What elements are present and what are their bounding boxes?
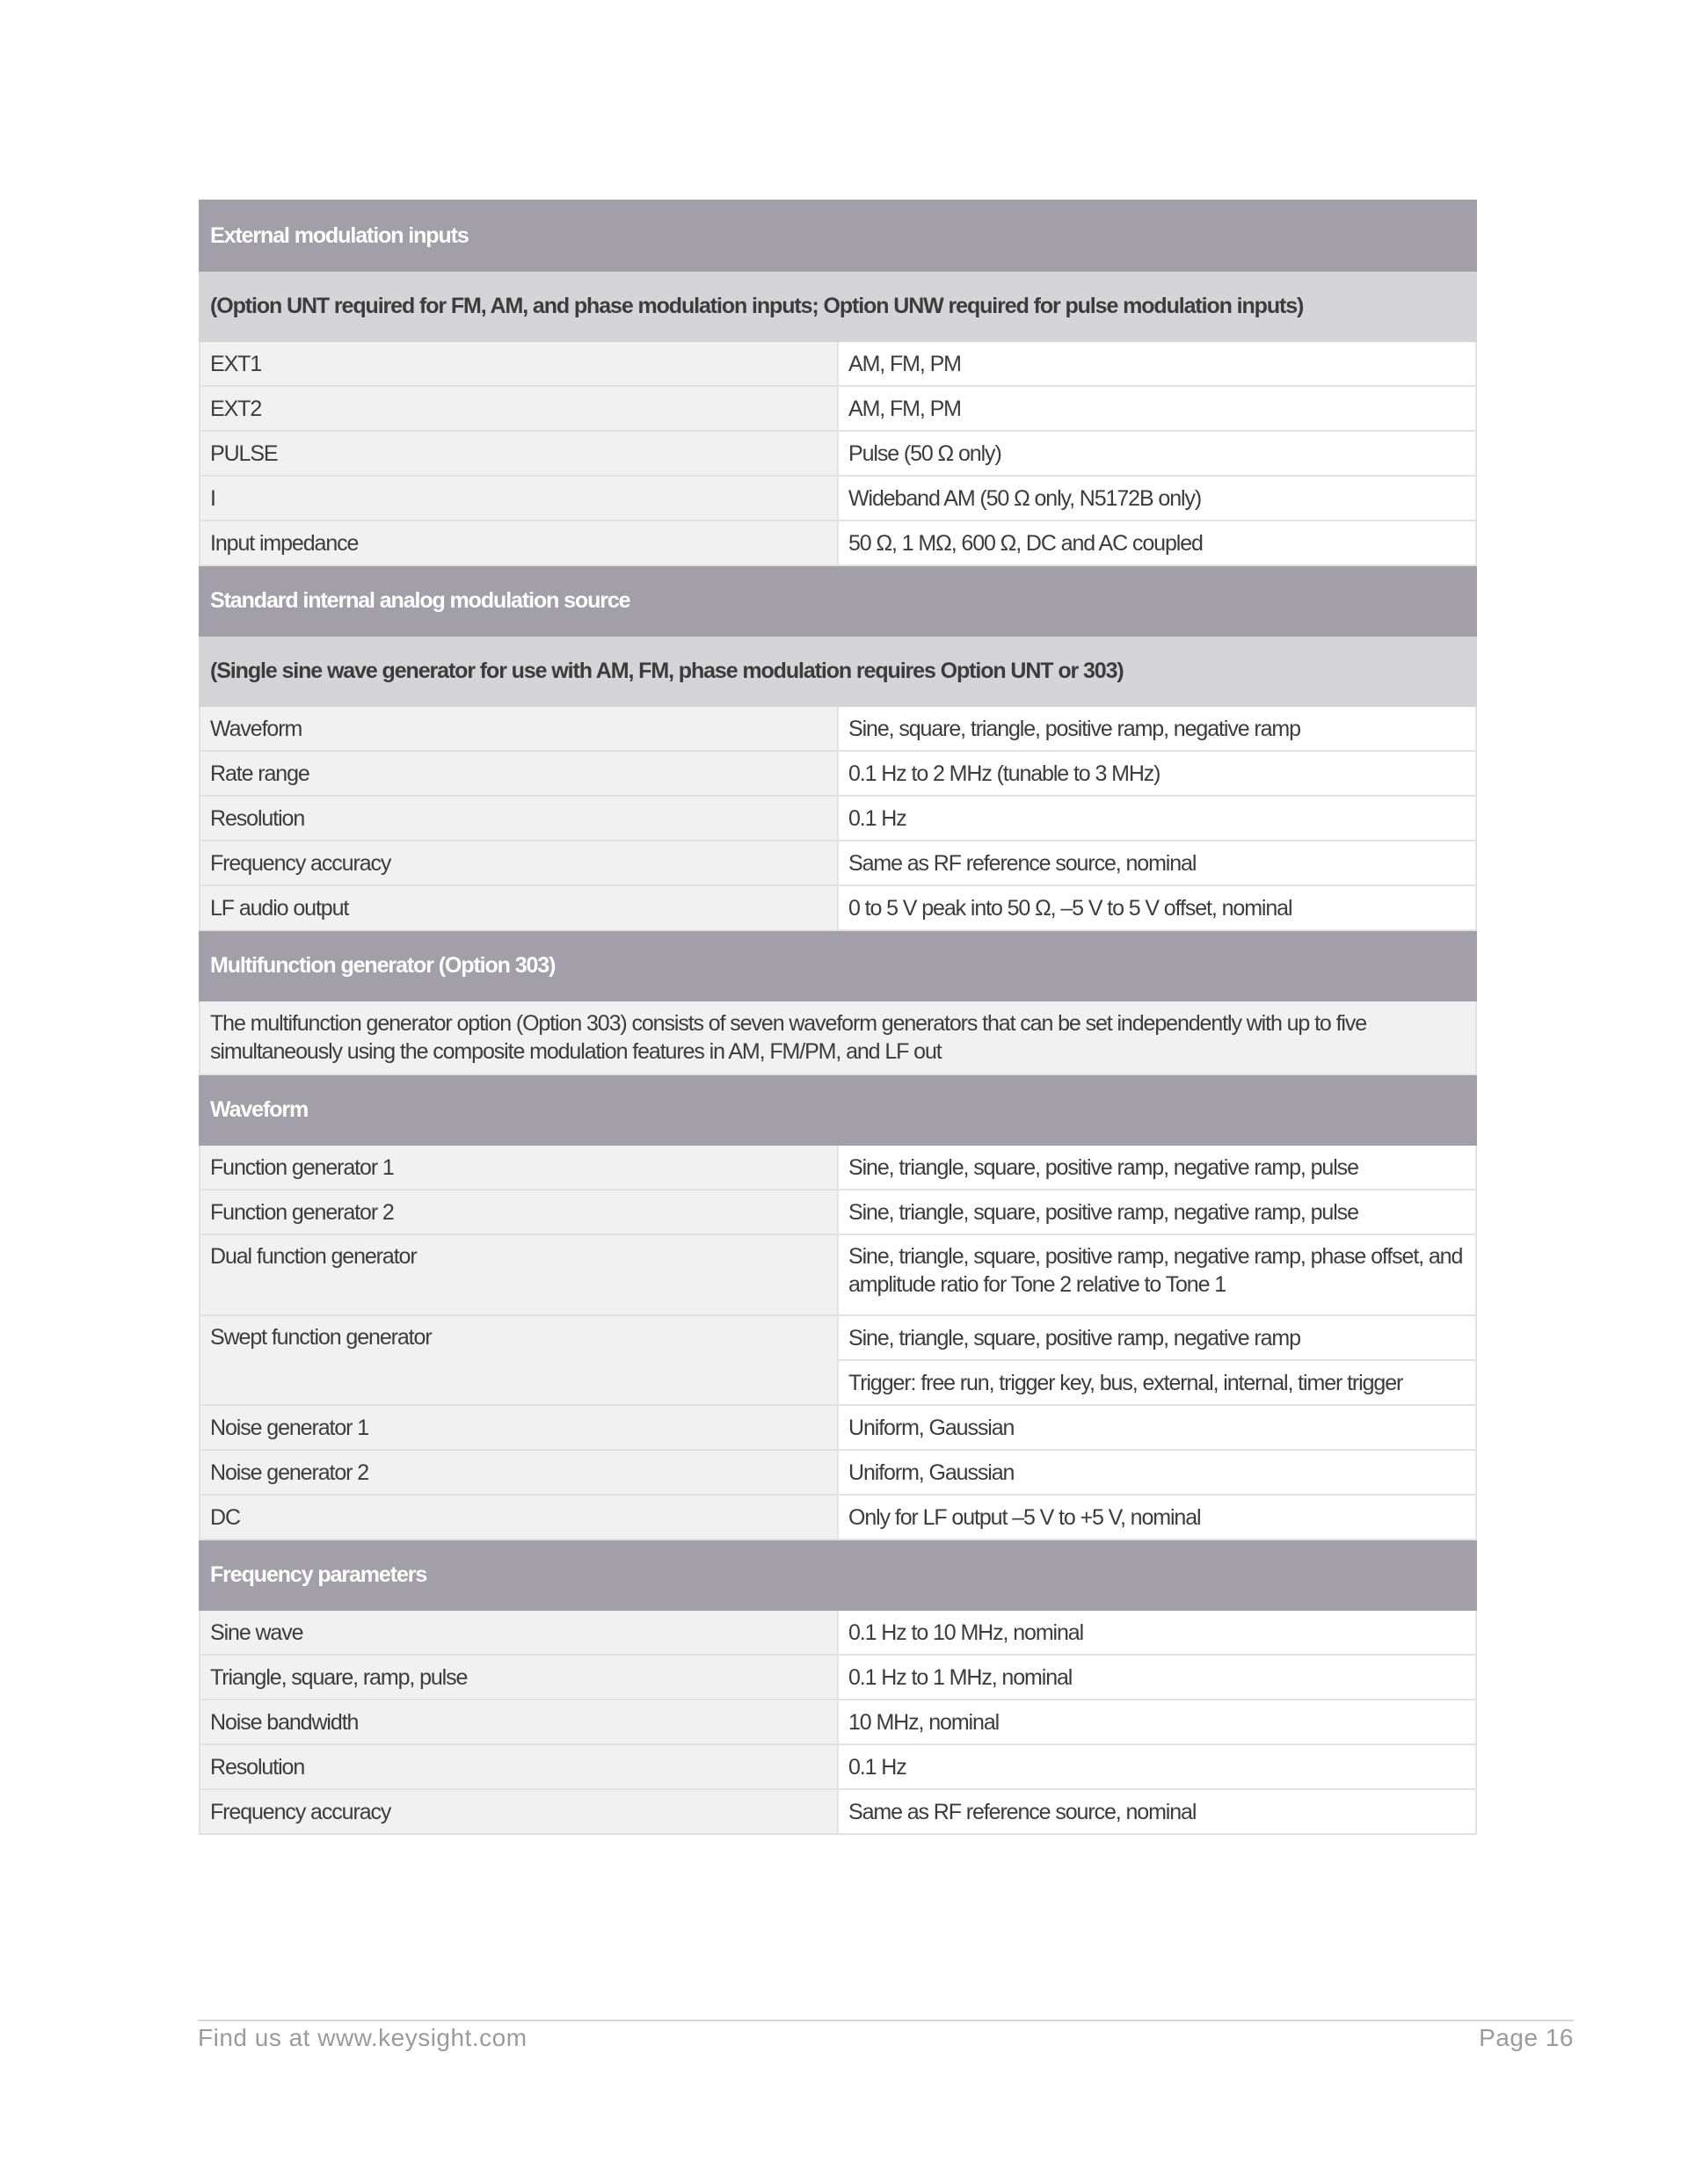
row-value: Sine, triangle, square, positive ramp, negative ramp, pulse bbox=[838, 1145, 1476, 1190]
table-row bbox=[200, 796, 1476, 841]
table-row bbox=[200, 1450, 1476, 1495]
table-row bbox=[200, 386, 1476, 431]
row-value: Uniform, Gaussian bbox=[838, 1450, 1476, 1495]
table-row bbox=[200, 1145, 1476, 1190]
row-value: Sine, triangle, square, positive ramp, negative ramp, phase offset, and amplitude ratio for Tone 2 relative to Tone 1 bbox=[838, 1234, 1476, 1315]
section-header bbox=[200, 565, 1476, 636]
section-title: Waveform bbox=[200, 1074, 1476, 1145]
section-header bbox=[200, 1540, 1476, 1610]
table-row bbox=[200, 521, 1476, 565]
row-label: Frequency accuracy bbox=[200, 841, 838, 885]
table-row bbox=[200, 1789, 1476, 1834]
section-note-row bbox=[200, 271, 1476, 341]
table-row bbox=[200, 1234, 1476, 1315]
row-value: Wideband AM (50 Ω only, N5172B only) bbox=[838, 476, 1476, 521]
row-value: Sine, square, triangle, positive ramp, negative ramp bbox=[838, 706, 1476, 751]
row-value: 0 to 5 V peak into 50 Ω, –5 V to 5 V offset, nominal bbox=[838, 885, 1476, 930]
table-row bbox=[200, 706, 1476, 751]
table-row bbox=[200, 1405, 1476, 1450]
section-title: Standard internal analog modulation source bbox=[200, 565, 1476, 636]
row-value: Same as RF reference source, nominal bbox=[838, 1789, 1476, 1834]
row-label: EXT2 bbox=[200, 386, 838, 431]
row-label: Triangle, square, ramp, pulse bbox=[200, 1655, 838, 1700]
row-label: Function generator 2 bbox=[200, 1190, 838, 1234]
row-label: PULSE bbox=[200, 431, 838, 476]
row-value: 0.1 Hz bbox=[838, 1744, 1476, 1789]
row-label: Noise generator 2 bbox=[200, 1450, 838, 1495]
row-value: Uniform, Gaussian bbox=[838, 1405, 1476, 1450]
table-row bbox=[200, 841, 1476, 885]
table-row bbox=[200, 476, 1476, 521]
table-row bbox=[200, 341, 1476, 386]
row-label: DC bbox=[200, 1495, 838, 1540]
row-value: 10 MHz, nominal bbox=[838, 1700, 1476, 1744]
row-value: Sine, triangle, square, positive ramp, negative ramp bbox=[838, 1315, 1476, 1360]
row-value: Same as RF reference source, nominal bbox=[838, 841, 1476, 885]
page-number: Page 16 bbox=[1479, 2024, 1574, 2051]
row-label: Sine wave bbox=[200, 1610, 838, 1655]
section-header bbox=[200, 1074, 1476, 1145]
row-value: 0.1 Hz to 10 MHz, nominal bbox=[838, 1610, 1476, 1655]
section-note-row bbox=[200, 636, 1476, 706]
row-label: Resolution bbox=[200, 1744, 838, 1789]
row-label: Input impedance bbox=[200, 521, 838, 565]
row-value: Sine, triangle, square, positive ramp, negative ramp, pulse bbox=[838, 1190, 1476, 1234]
row-label: Waveform bbox=[200, 706, 838, 751]
section-title: Frequency parameters bbox=[200, 1540, 1476, 1610]
row-label: Dual function generator bbox=[200, 1234, 838, 1315]
section-note: (Single sine wave generator for use with AM, FM, phase modulation requires Option UNT or 303) bbox=[200, 636, 1476, 706]
row-label: I bbox=[200, 476, 838, 521]
section-description-row bbox=[200, 1001, 1476, 1074]
row-value: 0.1 Hz to 1 MHz, nominal bbox=[838, 1655, 1476, 1700]
section-title: Multifunction generator (Option 303) bbox=[200, 930, 1476, 1001]
row-label: Resolution bbox=[200, 796, 838, 841]
row-value: Trigger: free run, trigger key, bus, external, internal, timer trigger bbox=[838, 1360, 1476, 1405]
row-value: AM, FM, PM bbox=[838, 386, 1476, 431]
table-row bbox=[200, 1700, 1476, 1744]
row-label: Frequency accuracy bbox=[200, 1789, 838, 1834]
row-value: Pulse (50 Ω only) bbox=[838, 431, 1476, 476]
row-label: EXT1 bbox=[200, 341, 838, 386]
section-header bbox=[200, 930, 1476, 1001]
row-value: 0.1 Hz to 2 MHz (tunable to 3 MHz) bbox=[838, 751, 1476, 796]
section-description: The multifunction generator option (Option 303) consists of seven waveform generators that can be set independently with up to five simultaneously using the composite modulation features in AM, FM/PM, and LF out bbox=[200, 1001, 1476, 1074]
table-row bbox=[200, 885, 1476, 930]
row-label: Rate range bbox=[200, 751, 838, 796]
table-row bbox=[200, 1744, 1476, 1789]
section-note: (Option UNT required for FM, AM, and phase modulation inputs; Option UNW required for pulse modulation inputs) bbox=[200, 271, 1476, 341]
row-label: Swept function generator bbox=[200, 1315, 838, 1405]
table-row bbox=[200, 1610, 1476, 1655]
footer-website-link[interactable]: Find us at www.keysight.com bbox=[198, 2024, 528, 2051]
table-row bbox=[200, 431, 1476, 476]
row-label: Noise bandwidth bbox=[200, 1700, 838, 1744]
row-value: 0.1 Hz bbox=[838, 796, 1476, 841]
row-value: AM, FM, PM bbox=[838, 341, 1476, 386]
section-title: External modulation inputs bbox=[200, 200, 1476, 271]
row-value: 50 Ω, 1 MΩ, 600 Ω, DC and AC coupled bbox=[838, 521, 1476, 565]
row-value: Only for LF output –5 V to +5 V, nominal bbox=[838, 1495, 1476, 1540]
table-row bbox=[200, 751, 1476, 796]
row-label: Noise generator 1 bbox=[200, 1405, 838, 1450]
section-header bbox=[200, 200, 1476, 271]
table-row bbox=[200, 1495, 1476, 1540]
table-row bbox=[200, 1655, 1476, 1700]
row-label: LF audio output bbox=[200, 885, 838, 930]
table-row bbox=[200, 1315, 1476, 1360]
table-row bbox=[200, 1190, 1476, 1234]
spec-table bbox=[199, 200, 1477, 1835]
row-label: Function generator 1 bbox=[200, 1145, 838, 1190]
